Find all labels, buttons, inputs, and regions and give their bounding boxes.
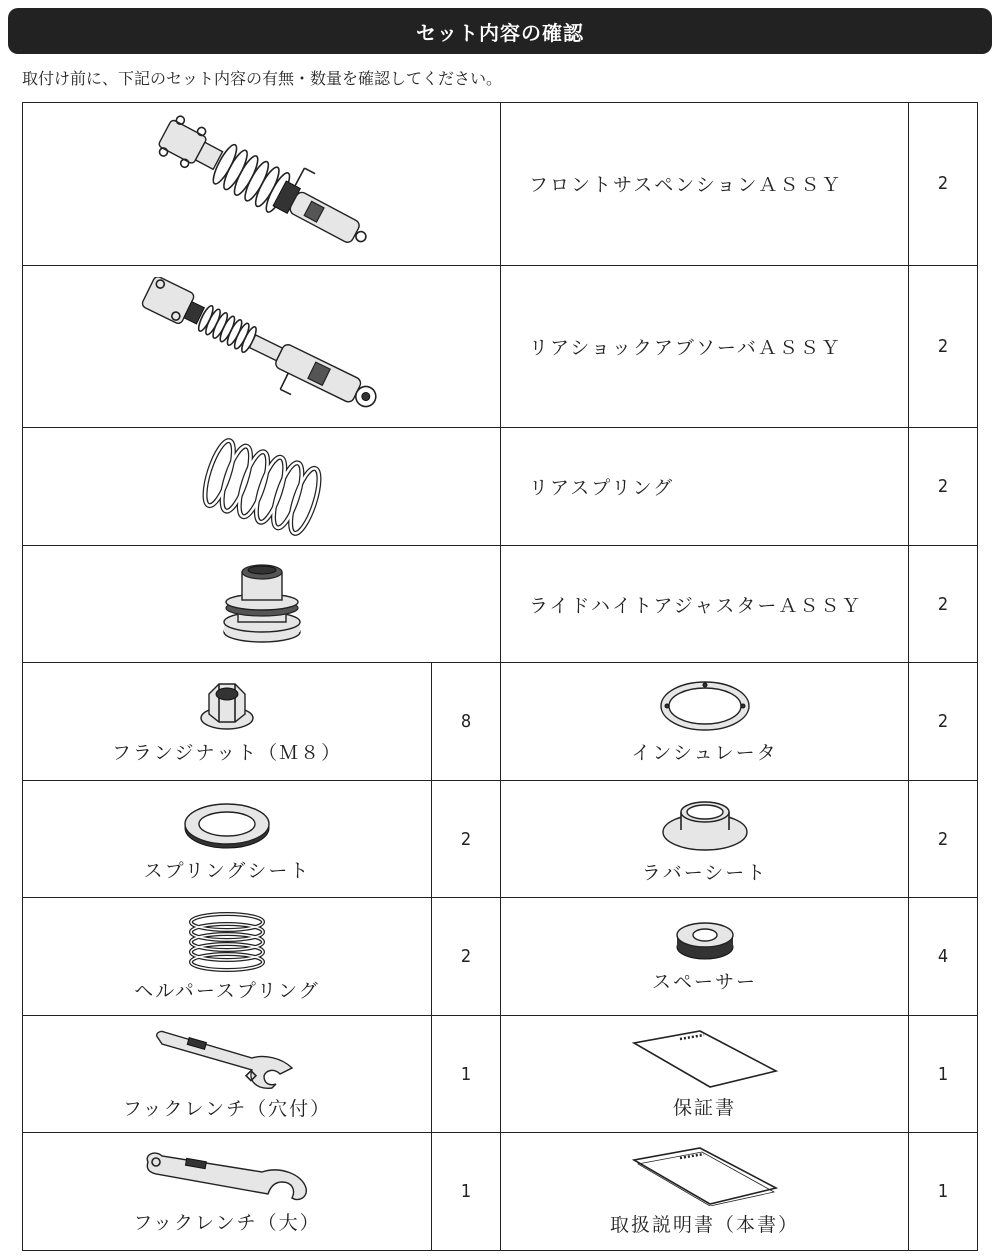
table-row [23,545,978,663]
item-quantity: 2 [909,663,978,781]
item-quantity: 2 [909,780,978,898]
coil-spring-icon [187,437,337,537]
item-quantity: 4 [909,898,978,1016]
item-quantity: 2 [909,103,978,266]
table-row [23,428,978,546]
table-row [23,1133,978,1251]
ride-height-adjuster-icon [212,556,312,652]
helper-spring-icon [185,910,269,972]
spring-seat-icon [179,796,275,852]
item-image-cell [23,898,432,1016]
item-image-cell [501,1015,909,1133]
item-quantity: 1 [909,1133,978,1251]
item-image-cell [23,780,432,898]
spacer-icon [673,919,737,963]
hook-wrench-large-icon [142,1148,312,1204]
item-quantity: 2 [432,898,501,1016]
flange-nut-icon [197,678,257,734]
item-quantity: 8 [432,663,501,781]
page-title: セット内容の確認 [416,20,584,45]
item-name: リアショックアブソーバＡＳＳＹ [501,265,909,428]
item-name: フロントサスペンションＡＳＳＹ [501,103,909,266]
parts-table [22,102,978,1251]
warranty-card-icon [630,1029,780,1089]
item-name: スプリングシート [143,859,311,882]
item-image-cell [23,1015,432,1133]
item-image-cell [23,1133,432,1251]
table-row [23,265,978,428]
item-image-cell [501,898,909,1016]
page-header [8,8,992,54]
item-name: スペーサー [651,971,757,994]
item-image-cell [501,780,909,898]
item-quantity: 2 [909,428,978,546]
item-image-cell [23,428,501,546]
item-quantity: 1 [432,1133,501,1251]
item-quantity: 1 [909,1015,978,1133]
instruction-manual-icon [630,1146,780,1206]
item-name: フランジナット（Ｍ８） [111,742,343,765]
item-quantity: 2 [909,265,978,428]
item-image-cell [23,265,501,428]
item-name: ヘルパースプリング [134,980,320,1003]
item-name: ラバーシート [641,861,768,884]
item-name: 保証書 [672,1096,736,1119]
table-row [23,898,978,1016]
rear-shock-absorber-icon [127,277,397,417]
table-row [23,103,978,266]
item-name: ライドハイトアジャスターＡＳＳＹ [501,545,909,663]
rubber-seat-icon [657,794,753,854]
insulator-icon [655,678,755,734]
item-name: 取扱説明書（本書） [609,1214,799,1237]
item-image-cell [23,103,501,266]
item-name: リアスプリング [501,428,909,546]
front-suspension-icon [142,114,382,254]
intro-text: 取付け前に、下記のセット内容の有無・数量を確認してください。 [22,69,503,88]
item-name: インシュレータ [631,742,778,765]
item-image-cell [501,1133,909,1251]
item-image-cell [501,663,909,781]
table-row [23,1015,978,1133]
item-name: フックレンチ（大） [133,1212,321,1235]
table-row [23,780,978,898]
table-row [23,663,978,781]
item-quantity: 1 [432,1015,501,1133]
item-quantity: 2 [909,545,978,663]
item-image-cell [23,545,501,663]
item-image-cell [23,663,432,781]
item-quantity: 2 [432,780,501,898]
hook-wrench-with-hole-icon [152,1028,302,1090]
item-name: フックレンチ（穴付） [122,1097,332,1120]
